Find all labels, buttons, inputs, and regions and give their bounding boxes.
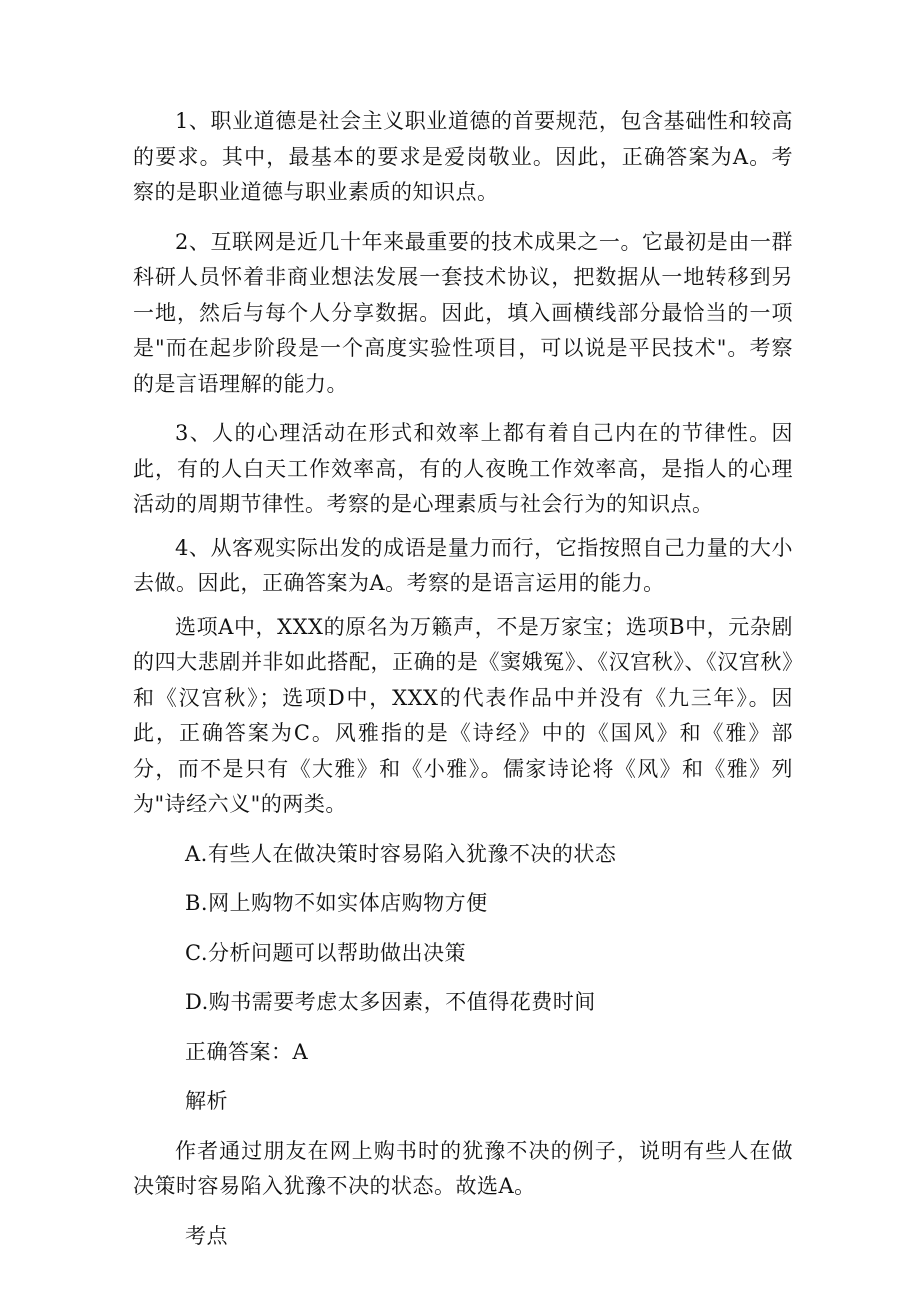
paragraph-2: 2、互联网是近几十年来最重要的技术成果之一。它最初是由一群科研人员怀着非商业想法发展一套技术协议，把数据从一地转移到另一地，然后与每个人分享数据。因此，填入画横线部分最恰当的一项是"而在起步阶段是一个高度实验性项目，可以说是平民技术"。考察的是言语理解的能力。	[133, 229, 793, 396]
option-c: C.分析问题可以帮助做出决策	[185, 940, 466, 965]
analysis-heading: 解析	[185, 1089, 228, 1113]
document-body	[133, 104, 793, 1254]
correct-answer: 正确答案：A	[185, 1039, 309, 1064]
option-a: A.有些人在做决策时容易陷入犹豫不决的状态	[185, 841, 617, 866]
analysis-text: 作者通过朋友在网上购书时的犹豫不决的例子，说明有些人在做决策时容易陷入犹豫不决的状态。故选A。	[133, 1138, 793, 1198]
paragraph-4: 4、从客观实际出发的成语是量力而行，它指按照自己力量的大小去做。因此，正确答案为A。考察的是语言运用的能力。	[133, 535, 793, 595]
kaodian-heading: 考点	[185, 1223, 228, 1248]
paragraph-5: 选项A中，XXX的原名为万籁声，不是万家宝；选项B中，元杂剧的四大悲剧并非如此搭配，正确的是《窦娥冤》、《汉宫秋》、《汉宫秋》和《汉宫秋》；选项D中，XXX的代表作品中并没有《九三年》。因此，正确答案为C。风雅指的是《诗经》中的《国风》和《雅》部分，而不是只有《大雅》和《小雅》。儒家诗论将《风》和《雅》列为"诗经六义"的两类。	[133, 614, 793, 816]
paragraph-3: 3、人的心理活动在形式和效率上都有着自己内在的节律性。因此，有的人白天工作效率高，有的人夜晚工作效率高，是指人的心理活动的周期节律性。考察的是心理素质与社会行为的知识点。	[133, 421, 793, 516]
option-d: D.购书需要考虑太多因素，不值得花费时间	[185, 990, 596, 1014]
option-b: B.网上购物不如实体店购物方便	[185, 891, 488, 915]
paragraph-1: 1、职业道德是社会主义职业道德的首要规范，包含基础性和较高的要求。其中，最基本的要求是爱岗敬业。因此，正确答案为A。考察的是职业道德与职业素质的知识点。	[133, 109, 793, 204]
